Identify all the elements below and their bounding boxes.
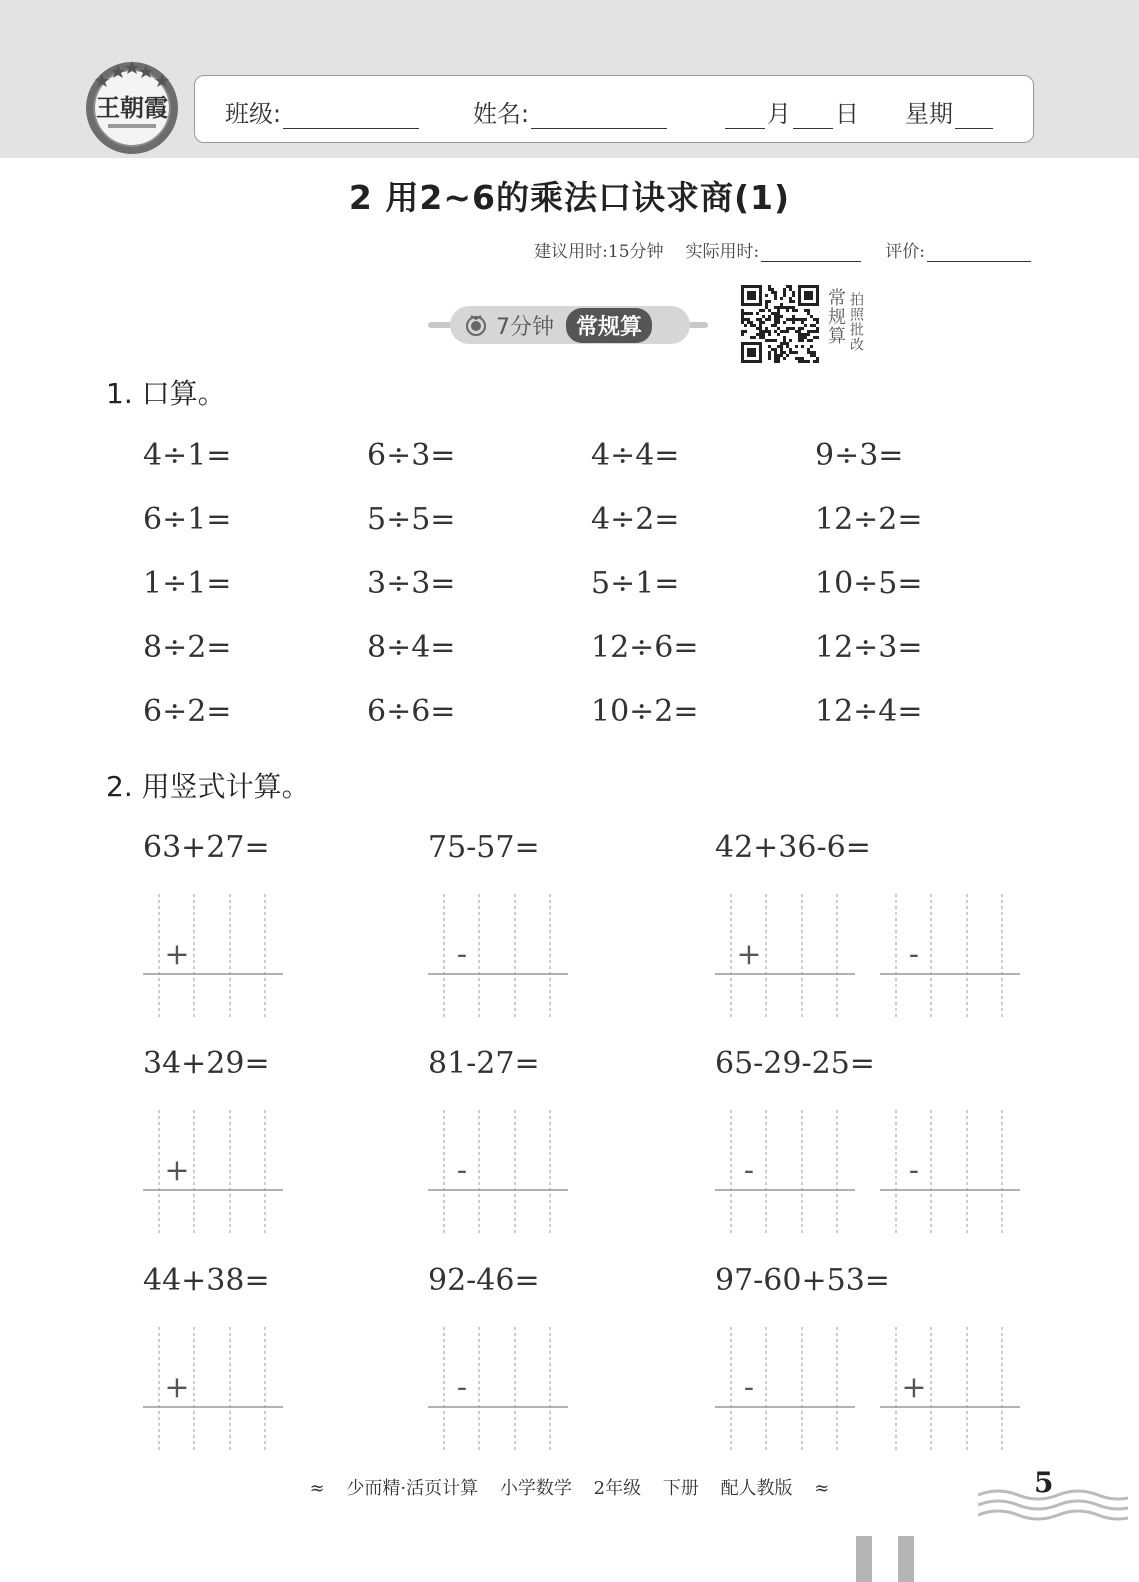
- operator-sign: -: [908, 937, 920, 972]
- medal-icon: [464, 313, 488, 337]
- vertical-problem-expression: 65-29-25=: [715, 1046, 875, 1081]
- footer-wave-right: ≈: [814, 1478, 830, 1499]
- badge-label: 常规算: [566, 308, 652, 343]
- qr-caption-col2: 拍照批改: [848, 292, 864, 352]
- footer-edition: 配人教版: [720, 1478, 793, 1499]
- section1-title: 1. 口算。: [106, 377, 226, 410]
- vertical-calc-grid[interactable]: [428, 1327, 568, 1452]
- weekday-label: 星期: [905, 100, 953, 128]
- footer-wave-left: ≈: [309, 1478, 325, 1499]
- day-input-line[interactable]: [793, 102, 833, 129]
- operator-sign: +: [736, 937, 762, 972]
- operator-sign: -: [743, 1153, 755, 1188]
- month-label: 月: [767, 100, 791, 128]
- footer-series: 少而精·活页计算: [346, 1478, 479, 1499]
- actual-time-input-line[interactable]: [761, 239, 861, 262]
- name-field: [473, 94, 669, 129]
- suggested-time: 建议用时:15分钟: [534, 242, 664, 262]
- publisher-logo: [84, 60, 180, 156]
- vertical-problem-expression: 81-27=: [428, 1046, 540, 1081]
- vertical-problem-expression: 97-60+53=: [715, 1263, 890, 1298]
- oral-problem: 6÷2=: [143, 694, 232, 729]
- page-number: 5: [1034, 1466, 1054, 1499]
- vertical-problem-expression: 75-57=: [428, 830, 540, 865]
- vertical-problem-expression: 63+27=: [143, 830, 270, 865]
- oral-problem: 5÷1=: [591, 566, 680, 601]
- name-label: 姓名:: [473, 100, 530, 128]
- evaluation-label: 评价:: [885, 242, 925, 262]
- vertical-calc-grid[interactable]: [880, 894, 1020, 1019]
- operator-sign: -: [908, 1153, 920, 1188]
- class-input-line[interactable]: [283, 102, 419, 129]
- vertical-calc-grid[interactable]: [428, 1110, 568, 1235]
- oral-problem: 12÷4=: [815, 694, 923, 729]
- vertical-calc-grid[interactable]: [143, 1327, 283, 1452]
- vertical-calc-grid[interactable]: [715, 1327, 855, 1452]
- oral-problem: 12÷3=: [815, 630, 923, 665]
- badge-pill: [450, 306, 690, 344]
- page-title: 2 用2~6的乘法口诀求商(1): [348, 178, 791, 217]
- actual-time-label: 实际用时:: [685, 242, 760, 262]
- operator-sign: +: [901, 1370, 927, 1405]
- binding-tab-right: [898, 1536, 914, 1582]
- operator-sign: -: [743, 1370, 755, 1405]
- oral-problem: 10÷5=: [815, 566, 923, 601]
- vertical-calc-grid[interactable]: [715, 894, 855, 1019]
- qr-caption: [826, 288, 864, 352]
- oral-problem: 8÷4=: [367, 630, 456, 665]
- oral-problem: 9÷3=: [815, 438, 904, 473]
- oral-problem: 1÷1=: [143, 566, 232, 601]
- oral-problem: 8÷2=: [143, 630, 232, 665]
- qr-caption-col1: 常规算: [825, 288, 846, 345]
- date-field: [723, 94, 859, 129]
- oral-problem: 5÷5=: [367, 502, 456, 537]
- vertical-calc-grid[interactable]: [143, 1110, 283, 1235]
- footer-volume: 下册: [662, 1478, 699, 1499]
- month-input-line[interactable]: [725, 102, 765, 129]
- section2-title: 2. 用竖式计算。: [106, 770, 310, 803]
- student-info-box: [194, 75, 1034, 143]
- vertical-problem-expression: 92-46=: [428, 1263, 540, 1298]
- timing-row: [534, 237, 1033, 262]
- oral-problem: 6÷3=: [367, 438, 456, 473]
- vertical-calc-grid[interactable]: [715, 1110, 855, 1235]
- vertical-problem-expression: 44+38=: [143, 1263, 270, 1298]
- day-label: 日: [835, 100, 859, 128]
- logo-text: 王朝霞: [96, 93, 168, 122]
- weekday-field: [905, 94, 995, 129]
- oral-problem: 4÷1=: [143, 438, 232, 473]
- oral-problem: 6÷6=: [367, 694, 456, 729]
- vertical-calc-grid[interactable]: [880, 1110, 1020, 1235]
- operator-sign: +: [164, 937, 190, 972]
- oral-problem: 3÷3=: [367, 566, 456, 601]
- vertical-calc-grid[interactable]: [880, 1327, 1020, 1452]
- vertical-calc-grid[interactable]: [143, 894, 283, 1019]
- footer-grade: 2年级: [593, 1478, 642, 1499]
- operator-sign: -: [456, 937, 468, 972]
- oral-problem: 12÷2=: [815, 502, 923, 537]
- oral-problem: 4÷2=: [591, 502, 680, 537]
- footer-subject: 小学数学: [499, 1478, 572, 1499]
- oral-problem: 12÷6=: [591, 630, 699, 665]
- operator-sign: -: [456, 1370, 468, 1405]
- operator-sign: +: [164, 1153, 190, 1188]
- weekday-input-line[interactable]: [955, 102, 993, 129]
- time-badge: [428, 306, 708, 346]
- operator-sign: +: [164, 1370, 190, 1405]
- vertical-problem-expression: 42+36-6=: [715, 830, 871, 865]
- vertical-calc-grid[interactable]: [428, 894, 568, 1019]
- oral-problem: 6÷1=: [143, 502, 232, 537]
- footer: [0, 1474, 1139, 1500]
- oral-problem: 10÷2=: [591, 694, 699, 729]
- vertical-problem-expression: 34+29=: [143, 1046, 270, 1081]
- oral-problem: 4÷4=: [591, 438, 680, 473]
- qr-code-icon[interactable]: [741, 285, 819, 363]
- name-input-line[interactable]: [531, 102, 667, 129]
- evaluation-input-line[interactable]: [927, 239, 1031, 262]
- class-field: [225, 94, 421, 129]
- binding-tab-left: [856, 1536, 872, 1582]
- operator-sign: -: [456, 1153, 468, 1188]
- badge-minutes: 7分钟: [496, 314, 554, 340]
- class-label: 班级:: [225, 100, 282, 128]
